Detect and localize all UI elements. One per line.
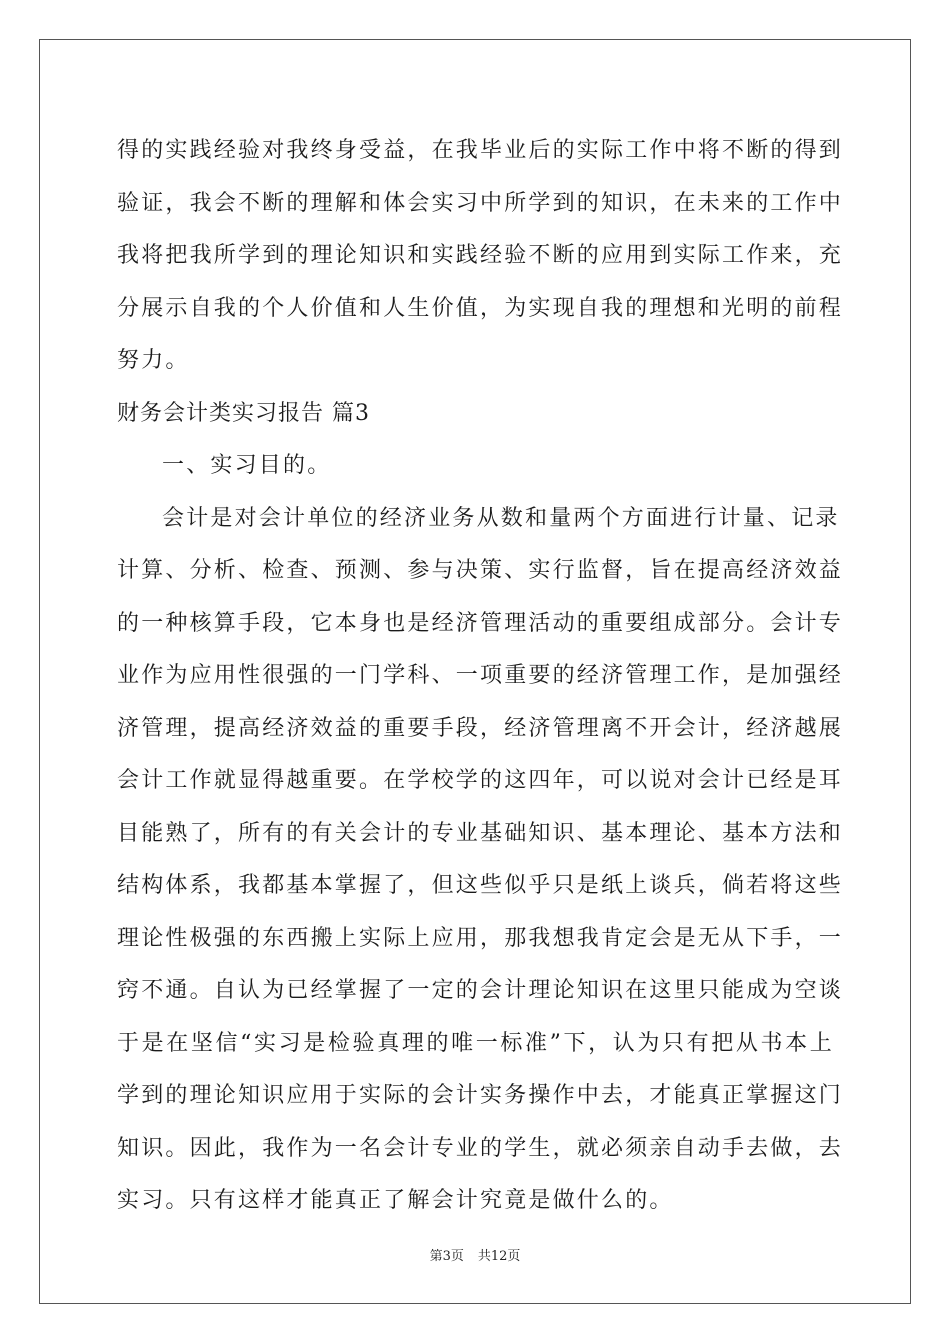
paragraph-line: 学到的理论知识应用于实际的会计实务操作中去，才能真正掌握这门 xyxy=(117,1083,844,1108)
paragraph-line: 分展示自我的个人价值和人生价值，为实现自我的理想和光明的前程 xyxy=(117,295,844,321)
paragraph-line: 实习。只有这样才能真正了解会计究竟是做什么的。 xyxy=(117,1188,674,1213)
paragraph-line: 目能熟了，所有的有关会计的专业基础知识、基本理论、基本方法和 xyxy=(117,820,844,846)
paragraph-line: 会计工作就显得越重要。在学校学的这四年，可以说对会计已经是耳 xyxy=(117,768,844,793)
paragraph-line: 我将把我所学到的理论知识和实践经验不断的应用到实际工作来，充 xyxy=(117,243,844,268)
paragraph-line: 知识。因此，我作为一名会计专业的学生，就必须亲自动手去做，去 xyxy=(117,1135,844,1161)
paragraph-line: 得的实践经验对我终身受益，在我毕业后的实际工作中将不断的得到 xyxy=(117,138,844,163)
paragraph-line: 努力。 xyxy=(117,348,190,373)
paragraph-line: 结构体系，我都基本掌握了，但这些似乎只是纸上谈兵，倘若将这些 xyxy=(117,873,844,898)
page-footer xyxy=(0,1245,950,1264)
paragraph-line: 验证，我会不断的理解和体会实习中所学到的知识，在未来的工作中 xyxy=(117,190,844,216)
paragraph-line: 会计是对会计单位的经济业务从数和量两个方面进行计量、记录 xyxy=(162,505,840,531)
paragraph-line: 理论性极强的东西搬上实际上应用，那我想我肯定会是无从下手，一 xyxy=(117,925,844,951)
paragraph-line: 窍不通。自认为已经掌握了一定的会计理论知识在这里只能成为空谈 xyxy=(117,978,844,1003)
page-total: 共12页 xyxy=(477,1249,521,1264)
paragraph-line: 计算、分析、检查、预测、参与决策、实行监督，旨在提高经济效益 xyxy=(117,558,844,583)
page-number: 第3页 xyxy=(429,1249,464,1264)
document-body xyxy=(117,125,844,1228)
paragraph-line: 的一种核算手段，它本身也是经济管理活动的重要组成部分。会计专 xyxy=(117,610,844,636)
section-heading: 财务会计类实习报告 篇3 xyxy=(117,400,370,426)
paragraph-line: 于是在坚信“实习是检验真理的唯一标准”下，认为只有把从书本上 xyxy=(117,1030,834,1056)
paragraph-line: 业作为应用性很强的一门学科、一项重要的经济管理工作，是加强经 xyxy=(117,663,844,688)
paragraph-line: 济管理，提高经济效益的重要手段，经济管理离不开会计，经济越展 xyxy=(117,715,844,741)
paragraph-line: 一、实习目的。 xyxy=(162,453,332,478)
